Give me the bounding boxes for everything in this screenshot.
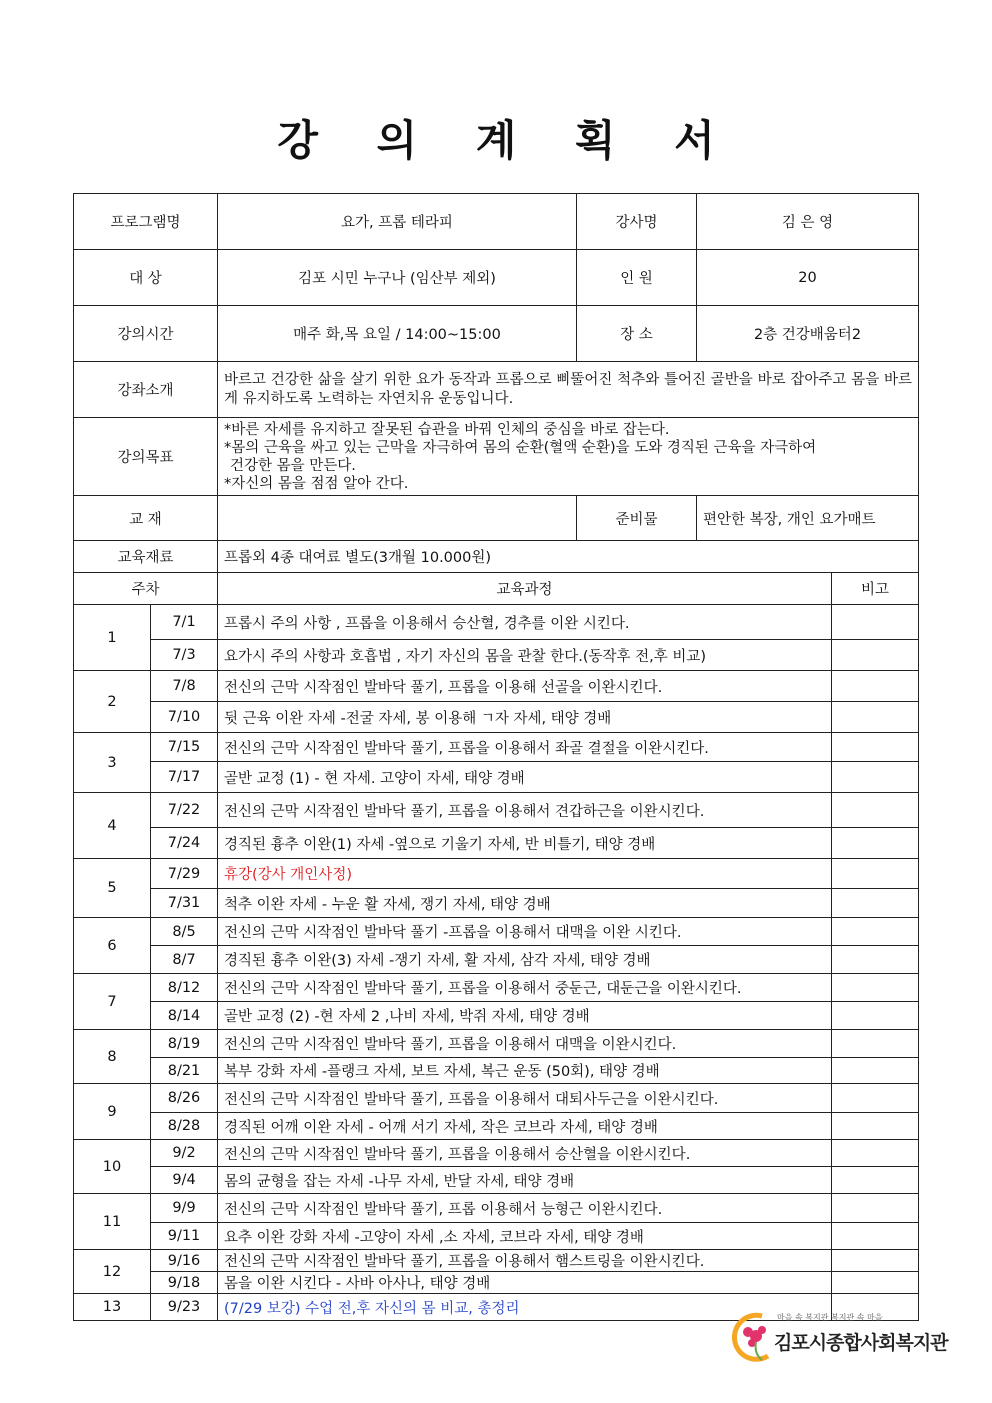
- schedule-row: [74, 671, 919, 702]
- document-title: 강 의 계 획 서: [277, 116, 737, 165]
- session-note: [832, 1167, 919, 1194]
- session-note: [832, 946, 919, 974]
- session-description: 전신의 근막 시작점인 발바닥 풀기, 프롭을 이용해 선골을 이완시킨다.: [218, 671, 832, 702]
- textbook-label: 교 재: [74, 496, 218, 541]
- session-date: 7/31: [151, 889, 218, 918]
- session-description: 경직된 흉추 이완(1) 자세 -옆으로 기울기 자세, 반 비틀기, 태양 경배: [218, 828, 832, 859]
- session-date: 8/26: [151, 1084, 218, 1113]
- session-note: [832, 918, 919, 946]
- schedule-row: [74, 889, 919, 918]
- time-label: 강의시간: [74, 306, 218, 362]
- session-description: 경직된 어깨 이완 자세 - 어깨 서기 자세, 작은 코브라 자세, 태양 경배: [218, 1113, 832, 1140]
- intro-value: 바르고 건강한 삶을 살기 위한 요가 동작과 프롭으로 삐뚤어진 척추와 틀어진 골반을 바로 잡아주고 몸을 바르게 유지하도록 노력하는 자연치유 운동입니다.: [218, 362, 919, 418]
- week-number: 5: [74, 859, 151, 918]
- session-date: 7/24: [151, 828, 218, 859]
- week-number: 7: [74, 974, 151, 1030]
- session-date: 7/29: [151, 859, 218, 889]
- session-date: 9/16: [151, 1250, 218, 1272]
- schedule-row: [74, 974, 919, 1002]
- schedule-row: [74, 946, 919, 974]
- session-note: [832, 1058, 919, 1084]
- schedule-row: [74, 1140, 919, 1167]
- session-description: 전신의 근막 시작점인 발바닥 풀기, 프롭을 이용해서 중둔근, 대둔근을 이완시킨다.: [218, 974, 832, 1002]
- session-note: [832, 1223, 919, 1250]
- session-date: 8/14: [151, 1002, 218, 1030]
- material-value: 프롭외 4종 대여료 별도(3개월 10.000원): [218, 541, 919, 573]
- schedule-row: [74, 1250, 919, 1272]
- session-date: 9/2: [151, 1140, 218, 1167]
- session-description: (7/29 보강) 수업 전,후 자신의 몸 비교, 총정리: [218, 1294, 832, 1321]
- goal-line: *몸의 근육을 싸고 있는 근막을 자극하여 몸의 순환(혈액 순환)을 도와 경직된 근육을 자극하여: [224, 439, 817, 456]
- session-description: 휴강(강사 개인사정): [218, 859, 832, 889]
- goal-value: [218, 418, 919, 496]
- target-value: 김포 시민 누구나 (임산부 제외): [218, 250, 577, 306]
- target-label: 대 상: [74, 250, 218, 306]
- session-description: 전신의 근막 시작점인 발바닥 풀기, 프롭을 이용해서 좌골 결절을 이완시킨다.: [218, 733, 832, 762]
- note-header: 비고: [832, 573, 919, 605]
- week-number: 13: [74, 1294, 151, 1321]
- session-date: 8/19: [151, 1030, 218, 1058]
- textbook-value: [218, 496, 577, 541]
- schedule-row: [74, 1002, 919, 1030]
- week-number: 1: [74, 605, 151, 671]
- goal-line: 건강한 몸을 만든다.: [230, 457, 356, 474]
- week-number: 4: [74, 793, 151, 859]
- session-note: [832, 859, 919, 889]
- session-date: 9/23: [151, 1294, 218, 1321]
- week-number: 9: [74, 1084, 151, 1140]
- goal-line: *자신의 몸을 점점 알아 간다.: [224, 475, 409, 492]
- schedule-row: [74, 1030, 919, 1058]
- place-label: 장 소: [577, 306, 697, 362]
- week-number: 8: [74, 1030, 151, 1084]
- session-note: [832, 828, 919, 859]
- session-date: 7/10: [151, 702, 218, 733]
- schedule-row: [74, 1167, 919, 1194]
- instructor-value: 김 은 영: [697, 194, 919, 250]
- session-description: 전신의 근막 시작점인 발바닥 풀기, 프롭 이용해서 능형근 이완시킨다.: [218, 1194, 832, 1223]
- session-note: [832, 974, 919, 1002]
- session-description: 복부 강화 자세 -플랭크 자세, 보트 자세, 복근 운동 (50회), 태양 경배: [218, 1058, 832, 1084]
- session-note: [832, 702, 919, 733]
- welfare-center-logo: [732, 1308, 948, 1368]
- session-note: [832, 762, 919, 793]
- session-note: [832, 1272, 919, 1294]
- logo-name: 김포시종합사회복지관: [774, 1332, 948, 1354]
- session-date: 9/18: [151, 1272, 218, 1294]
- session-description: 전신의 근막 시작점인 발바닥 풀기, 프롭을 이용해서 견갑하근을 이완시킨다.: [218, 793, 832, 828]
- schedule-row: [74, 762, 919, 793]
- week-number: 12: [74, 1250, 151, 1294]
- session-date: 8/28: [151, 1113, 218, 1140]
- session-description: 골반 교정 (2) -현 자세 2 ,나비 자세, 박쥐 자세, 태양 경배: [218, 1002, 832, 1030]
- session-description: 전신의 근막 시작점인 발바닥 풀기, 프롭을 이용해서 대맥을 이완시킨다.: [218, 1030, 832, 1058]
- schedule-row: [74, 605, 919, 640]
- session-note: [832, 793, 919, 828]
- course-header: 교육과정: [218, 573, 832, 605]
- session-description: 몸을 이완 시킨다 - 사바 아사나, 태양 경배: [218, 1272, 832, 1294]
- session-description: 몸의 균형을 잡는 자세 -나무 자세, 반달 자세, 태양 경배: [218, 1167, 832, 1194]
- course-info-table: [73, 193, 919, 541]
- session-description: 요가시 주의 사항과 호흡법 , 자기 자신의 몸을 관찰 한다.(동작후 전,후 비교): [218, 640, 832, 671]
- session-date: 7/3: [151, 640, 218, 671]
- schedule-table: [73, 540, 919, 1321]
- session-date: 8/12: [151, 974, 218, 1002]
- session-description: 프롭시 주의 사항 , 프롭을 이용해서 승산혈, 경추를 이완 시킨다.: [218, 605, 832, 640]
- session-description: 뒷 근육 이완 자세 -전굴 자세, 봉 이용해 ㄱ자 자세, 태양 경배: [218, 702, 832, 733]
- session-description: 전신의 근막 시작점인 발바닥 풀기, 프롭을 이용해서 대퇴사두근을 이완시킨다.: [218, 1084, 832, 1113]
- session-date: 8/7: [151, 946, 218, 974]
- schedule-row: [74, 1223, 919, 1250]
- session-date: 9/11: [151, 1223, 218, 1250]
- schedule-row: [74, 859, 919, 889]
- session-description: 골반 교정 (1) - 현 자세. 고양이 자세, 태양 경배: [218, 762, 832, 793]
- flower-logo-icon: [732, 1310, 776, 1366]
- session-note: [832, 1194, 919, 1223]
- week-number: 3: [74, 733, 151, 793]
- week-number: 2: [74, 671, 151, 733]
- count-label: 인 원: [577, 250, 697, 306]
- goal-line: *바른 자세를 유지하고 잘못된 습관을 바꿔 인체의 중심을 바로 잡는다.: [224, 421, 670, 438]
- session-description: 전신의 근막 시작점인 발바닥 풀기, 프롭을 이용해서 햄스트링을 이완시킨다.: [218, 1250, 832, 1272]
- time-value: 매주 화,목 요일 / 14:00~15:00: [218, 306, 577, 362]
- prep-value: 편안한 복장, 개인 요가매트: [697, 496, 919, 541]
- session-note: [832, 1250, 919, 1272]
- count-value: 20: [697, 250, 919, 306]
- schedule-row: [74, 1194, 919, 1223]
- week-number: 10: [74, 1140, 151, 1194]
- session-note: [832, 889, 919, 918]
- session-description: 전신의 근막 시작점인 발바닥 풀기 -프롭을 이용해서 대맥을 이완 시킨다.: [218, 918, 832, 946]
- session-note: [832, 1084, 919, 1113]
- schedule-row: [74, 793, 919, 828]
- schedule-row: [74, 1272, 919, 1294]
- session-note: [832, 605, 919, 640]
- week-number: 11: [74, 1194, 151, 1250]
- session-date: 7/1: [151, 605, 218, 640]
- schedule-row: [74, 828, 919, 859]
- schedule-row: [74, 1113, 919, 1140]
- session-date: 7/17: [151, 762, 218, 793]
- session-date: 9/4: [151, 1167, 218, 1194]
- place-value: 2층 건강배움터2: [697, 306, 919, 362]
- program-label: 프로그램명: [74, 194, 218, 250]
- schedule-row: [74, 640, 919, 671]
- session-description: 전신의 근막 시작점인 발바닥 풀기, 프롭을 이용해서 승산혈을 이완시킨다.: [218, 1140, 832, 1167]
- session-note: [832, 1113, 919, 1140]
- session-note: [832, 1030, 919, 1058]
- session-date: 9/9: [151, 1194, 218, 1223]
- week-header: 주차: [74, 573, 218, 605]
- session-note: [832, 1140, 919, 1167]
- schedule-row: [74, 1084, 919, 1113]
- goal-label: 강의목표: [74, 418, 218, 496]
- session-note: [832, 671, 919, 702]
- schedule-row: [74, 918, 919, 946]
- session-description: 요추 이완 강화 자세 -고양이 자세 ,소 자세, 코브라 자세, 태양 경배: [218, 1223, 832, 1250]
- program-value: 요가, 프롭 테라피: [218, 194, 577, 250]
- session-date: 7/8: [151, 671, 218, 702]
- session-date: 7/15: [151, 733, 218, 762]
- week-number: 6: [74, 918, 151, 974]
- instructor-label: 강사명: [577, 194, 697, 250]
- session-note: [832, 640, 919, 671]
- session-date: 8/21: [151, 1058, 218, 1084]
- session-date: 8/5: [151, 918, 218, 946]
- session-note: [832, 1002, 919, 1030]
- session-note: [832, 733, 919, 762]
- intro-label: 강좌소개: [74, 362, 218, 418]
- prep-label: 준비물: [577, 496, 697, 541]
- session-description: 경직된 흉추 이완(3) 자세 -쟁기 자세, 활 자세, 삼각 자세, 태양 경배: [218, 946, 832, 974]
- material-label: 교육재료: [74, 541, 218, 573]
- session-date: 7/22: [151, 793, 218, 828]
- session-description: 척추 이완 자세 - 누운 활 자세, 쟁기 자세, 태양 경배: [218, 889, 832, 918]
- logo-tagline: 마을 속 복지관 복지관 속 마을: [777, 1313, 883, 1322]
- schedule-row: [74, 702, 919, 733]
- schedule-row: [74, 733, 919, 762]
- schedule-row: [74, 1058, 919, 1084]
